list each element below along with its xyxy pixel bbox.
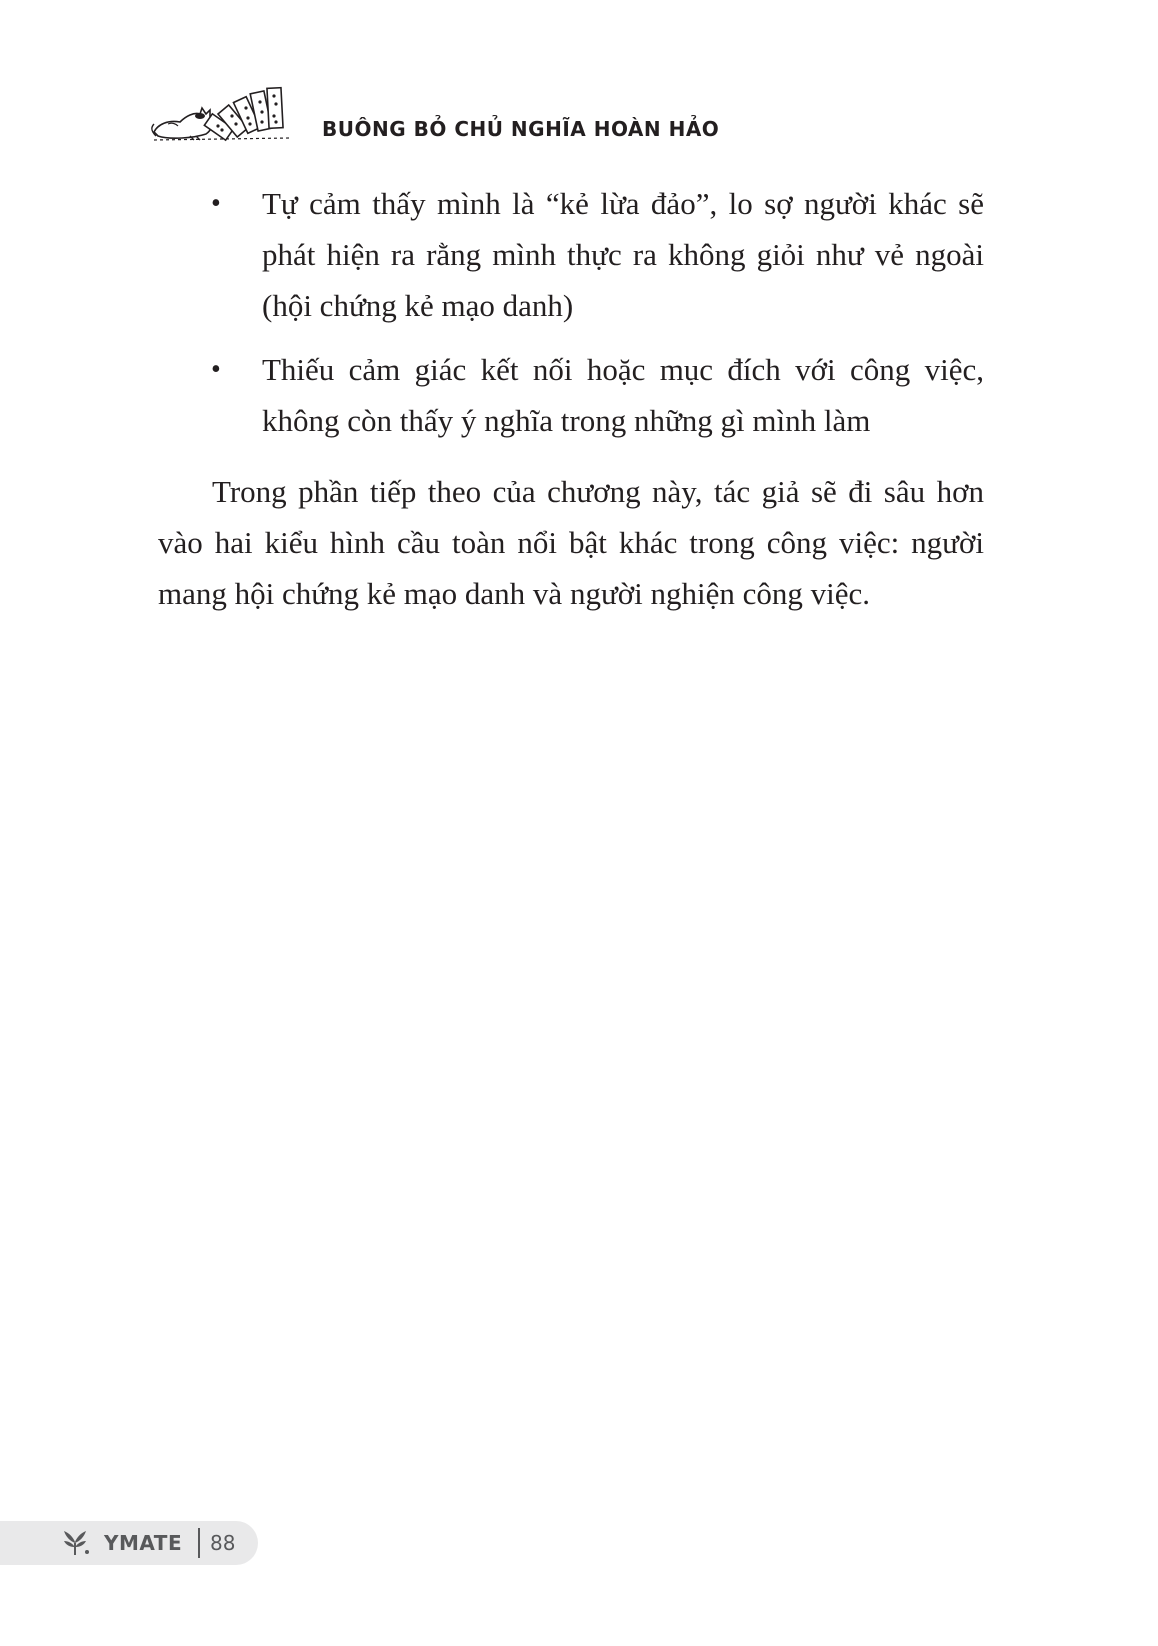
footer-brand: YMATE [104, 1531, 183, 1555]
cat-dominoes-illustration [150, 80, 298, 150]
page-number: 88 [210, 1531, 236, 1555]
body-paragraph: Trong phần tiếp theo của chương này, tác giả sẽ đi sâu hơn vào hai kiểu hình cầu toàn nổi bật khác trong công việc: người mang hội chứng kẻ mạo danh và người nghiện công việc. [158, 474, 984, 611]
list-item [158, 344, 984, 446]
page-body [158, 178, 984, 619]
running-header [150, 80, 850, 150]
bullet-list [158, 178, 984, 446]
list-item-text: Thiếu cảm giác kết nối hoặc mục đích với công việc, không còn thấy ý nghĩa trong những gì mình làm [262, 352, 984, 438]
footer-divider [198, 1528, 200, 1558]
running-header-title: BUÔNG BỎ CHỦ NGHĨA HOÀN HẢO [322, 117, 720, 141]
bullet-icon: • [211, 188, 221, 219]
list-item [158, 178, 984, 331]
page-footer [0, 1521, 258, 1565]
list-item-text: Tự cảm thấy mình là “kẻ lừa đảo”, lo sợ người khác sẽ phát hiện ra rằng mình thực ra không giỏi như vẻ ngoài (hội chứng kẻ mạo danh) [262, 186, 984, 323]
ymate-logo-icon [62, 1529, 90, 1557]
bullet-icon: • [211, 354, 221, 385]
